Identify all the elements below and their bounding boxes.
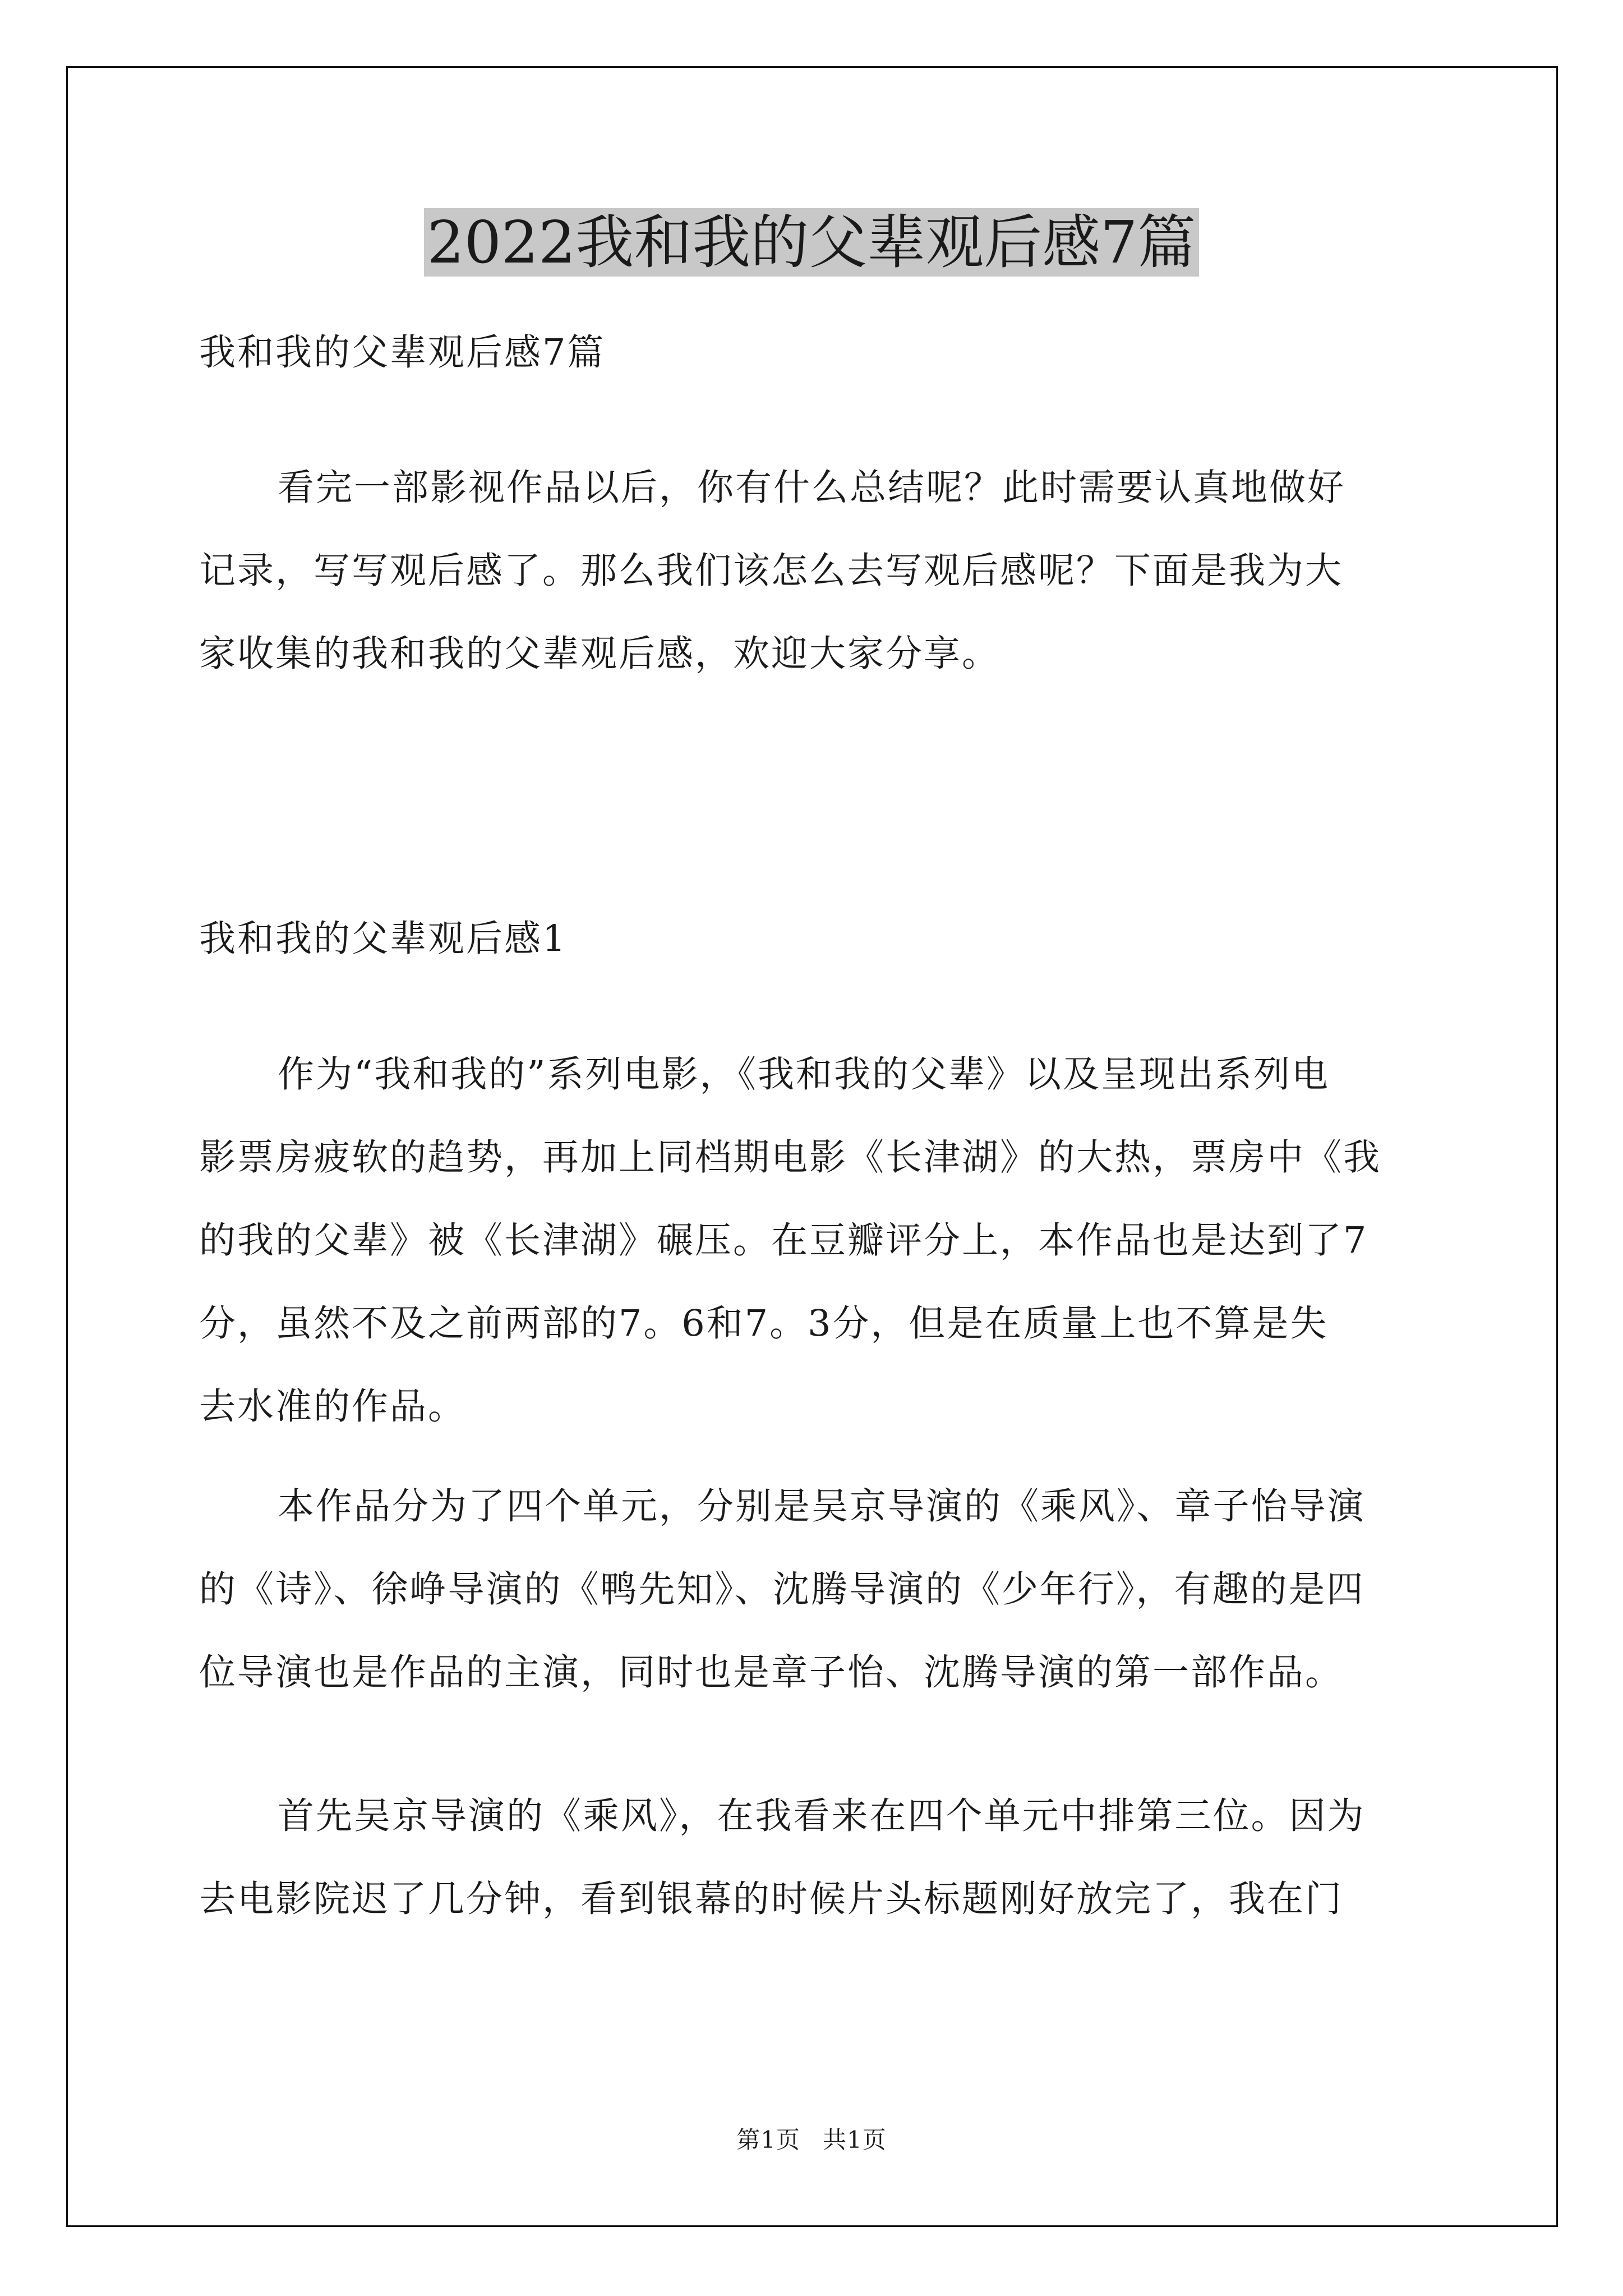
paragraph-2	[199, 1465, 1422, 1714]
paragraph-line: 影票房疲软的趋势，再加上同档期电影《长津湖》的大热，票房中《我	[199, 1137, 1382, 1179]
document-title-text: 2022我和我的父辈观后感7篇	[424, 208, 1200, 277]
paragraph-line: 作为“我和我的”系列电影，《我和我的父辈》以及呈现出系列电	[278, 1053, 1330, 1096]
paragraph-line: 的《诗》、徐峥导演的《鸭先知》、沈腾导演的《少年行》，有趣的是四	[199, 1568, 1365, 1611]
section-heading-text: 我和我的父辈观后感1	[199, 918, 568, 960]
intro-line: 家收集的我和我的父辈观后感，欢迎大家分享。	[199, 633, 1000, 675]
page-footer	[0, 2123, 1623, 2157]
paragraph-1	[199, 1033, 1422, 1448]
paragraph-line: 的我的父辈》被《长津湖》碾压。在豆瓣评分上，本作品也是达到了7	[199, 1220, 1368, 1262]
intro-paragraph	[199, 447, 1422, 696]
document-subtitle	[199, 311, 1422, 394]
paragraph-line: 去电影院迟了几分钟，看到银幕的时候片头标题刚好放完了，我在门	[199, 1878, 1344, 1920]
paragraph-line: 位导演也是作品的主演，同时也是章子怡、沈腾导演的第一部作品。	[199, 1651, 1344, 1694]
paragraph-line: 分，虽然不及之前两部的7。6和7。3分，但是在质量上也不算是失	[199, 1303, 1329, 1345]
intro-line: 看完一部影视作品以后，你有什么总结呢？此时需要认真地做好	[278, 467, 1346, 509]
paragraph-3	[199, 1775, 1422, 1941]
paragraph-line: 首先吴京导演的《乘风》，在我看来在四个单元中排第三位。因为	[278, 1795, 1366, 1837]
subtitle-text: 我和我的父辈观后感7篇	[199, 332, 606, 374]
paragraph-line: 去水准的作品。	[199, 1386, 467, 1428]
page-total: 共1页	[823, 2126, 887, 2154]
document-title	[0, 203, 1623, 282]
paragraph-line: 本作品分为了四个单元，分别是吴京导演的《乘风》、章子怡导演	[278, 1485, 1366, 1527]
intro-line: 记录，写写观后感了。那么我们该怎么去写观后感呢？下面是我为大	[199, 550, 1344, 592]
section-heading	[199, 898, 1422, 981]
page-number: 第1页	[736, 2126, 800, 2154]
